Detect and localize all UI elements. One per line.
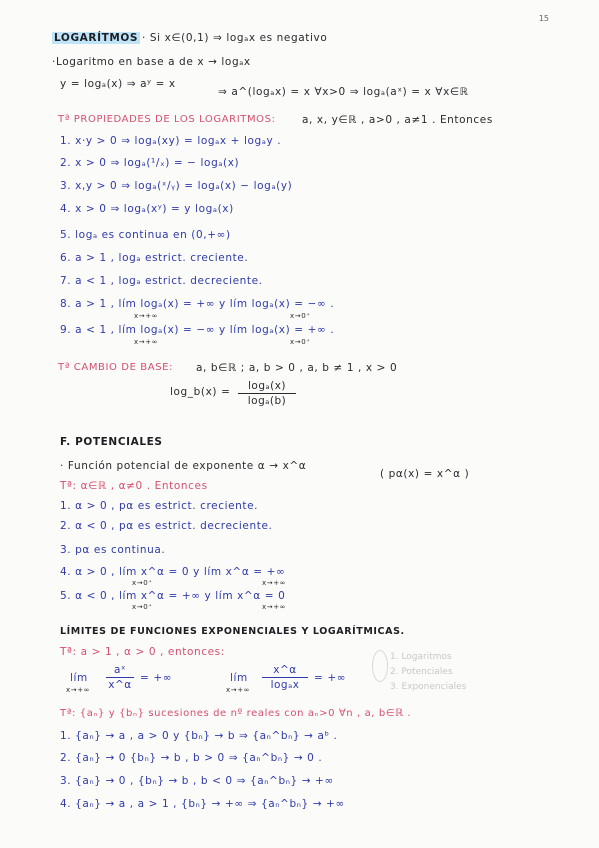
sequences-theorem: Tª: {aₙ} y {bₙ} sucesiones de nº reales con aₙ>0 ∀n , a, b∈ℝ . xyxy=(60,708,412,719)
limit-2-sub: x→+∞ xyxy=(226,686,251,694)
pot-definition-notation: ( pα(x) = x^α ) xyxy=(380,468,470,480)
base-change-lhs: log_b(x) = xyxy=(170,386,231,398)
prop-5: 5. logₐ es continua en (0,+∞) xyxy=(60,229,231,241)
section-title-limites: LÍMITES DE FUNCIONES EXPONENCIALES Y LOGARÍTMICAS. xyxy=(60,626,405,637)
pot-definition: · Función potencial de exponente α → x^α xyxy=(60,460,307,472)
prop-8-limit-sub-a: x→+∞ xyxy=(134,312,159,320)
pot-prop-1: 1. α > 0 , pα es estrict. creciente. xyxy=(60,500,259,512)
log-equation-2: ⇒ a^(logₐx) = x ∀x>0 ⇒ logₐ(aˣ) = x ∀x∈ℝ xyxy=(218,86,469,98)
limit-1-sub: x→+∞ xyxy=(66,686,91,694)
fraction-bar xyxy=(262,677,308,678)
pot-prop-4: 4. α > 0 , lím x^α = 0 y lím x^α = +∞ xyxy=(60,566,286,578)
legend-bracket xyxy=(372,650,388,682)
limit-1-result: = +∞ xyxy=(140,672,173,684)
legend-item-potenciales: 2. Potenciales xyxy=(390,667,453,677)
limit-1-denominator: x^α xyxy=(108,679,132,691)
prop-2: 2. x > 0 ⇒ logₐ(¹/ₓ) = − logₐ(x) xyxy=(60,157,240,169)
prop-7: 7. a < 1 , logₐ estrict. decreciente. xyxy=(60,275,263,287)
limit-1-lim: lím xyxy=(70,672,88,684)
sequence-prop-1: 1. {aₙ} → a , a > 0 y {bₙ} → b ⇒ {aₙ^bₙ} → aᵇ . xyxy=(60,730,338,742)
pot-theorem: Tª: α∈ℝ , α≠0 . Entonces xyxy=(60,480,208,492)
sequence-prop-4: 4. {aₙ} → a , a > 1 , {bₙ} → +∞ ⇒ {aₙ^bₙ} → +∞ xyxy=(60,798,345,810)
base-change-title: Tª CAMBIO DE BASE: xyxy=(58,362,174,373)
sequence-prop-2: 2. {aₙ} → 0 {bₙ} → b , b > 0 ⇒ {aₙ^bₙ} → 0 . xyxy=(60,752,323,764)
sequence-prop-3: 3. {aₙ} → 0 , {bₙ} → b , b < 0 ⇒ {aₙ^bₙ} → +∞ xyxy=(60,775,334,787)
prop-6: 6. a > 1 , logₐ estrict. creciente. xyxy=(60,252,249,264)
limits-theorem: Tª: a > 1 , α > 0 , entonces: xyxy=(60,646,225,658)
pot-prop-3: 3. pα es continua. xyxy=(60,544,166,556)
page-number: 15 xyxy=(538,14,549,23)
props-conditions: a, x, y∈ℝ , a>0 , a≠1 . Entonces xyxy=(302,114,493,126)
base-change-numerator: logₐ(x) xyxy=(247,380,287,392)
log-note: · Si x∈(0,1) ⇒ logₐx es negativo xyxy=(142,32,328,44)
prop-8: 8. a > 1 , lím logₐ(x) = +∞ y lím logₐ(x) = −∞ . xyxy=(60,298,335,310)
pot-prop-4-limit-sub-a: x→0⁺ xyxy=(132,579,153,587)
pot-prop-5: 5. α < 0 , lím x^α = +∞ y lím x^α = 0 xyxy=(60,590,286,602)
pot-prop-5-limit-sub-b: x→+∞ xyxy=(262,603,287,611)
pot-prop-5-limit-sub-a: x→0⁺ xyxy=(132,603,153,611)
section-title-logaritmos: LOGARÍTMOS xyxy=(54,32,139,44)
prop-8-limit-sub-b: x→0⁺ xyxy=(290,312,311,320)
limit-2-numerator: x^α xyxy=(273,664,297,676)
prop-9-limit-sub-a: x→+∞ xyxy=(134,338,159,346)
legend-item-exponenciales: 3. Exponenciales xyxy=(390,682,467,692)
prop-9: 9. a < 1 , lím logₐ(x) = −∞ y lím logₐ(x) = +∞ . xyxy=(60,324,335,336)
limit-1-fraction xyxy=(106,664,134,691)
limit-2-denominator: logₐx xyxy=(270,679,300,691)
base-change-fraction xyxy=(238,380,296,407)
prop-3: 3. x,y > 0 ⇒ logₐ(ˣ/ᵧ) = logₐ(x) − logₐ(y) xyxy=(60,180,293,192)
pot-prop-2: 2. α < 0 , pα es estrict. decreciente. xyxy=(60,520,273,532)
log-equation-1: y = logₐ(x) ⇒ aʸ = x xyxy=(60,78,176,90)
pot-prop-4-limit-sub-b: x→+∞ xyxy=(262,579,287,587)
props-title: Tª PROPIEDADES DE LOS LOGARITMOS: xyxy=(58,114,276,125)
legend-list xyxy=(390,650,466,695)
fraction-bar xyxy=(106,677,134,678)
limit-1-numerator: aˣ xyxy=(113,664,127,676)
section-title-potenciales: F. POTENCIALES xyxy=(60,436,163,448)
base-change-denominator: logₐ(b) xyxy=(247,395,287,407)
prop-1: 1. x·y > 0 ⇒ logₐ(xy) = logₐx + logₐy . xyxy=(60,135,282,147)
limit-2-fraction xyxy=(262,664,308,691)
fraction-bar xyxy=(238,393,296,394)
legend-item-logaritmos: 1. Logaritmos xyxy=(390,652,452,662)
prop-9-limit-sub-b: x→0⁺ xyxy=(290,338,311,346)
base-change-conditions: a, b∈ℝ ; a, b > 0 , a, b ≠ 1 , x > 0 xyxy=(196,362,398,374)
log-definition: ·Logaritmo en base a de x → logₐx xyxy=(52,56,251,68)
prop-4: 4. x > 0 ⇒ logₐ(xʸ) = y logₐ(x) xyxy=(60,203,234,215)
limit-2-lim: lím xyxy=(230,672,248,684)
limit-2-result: = +∞ xyxy=(314,672,347,684)
